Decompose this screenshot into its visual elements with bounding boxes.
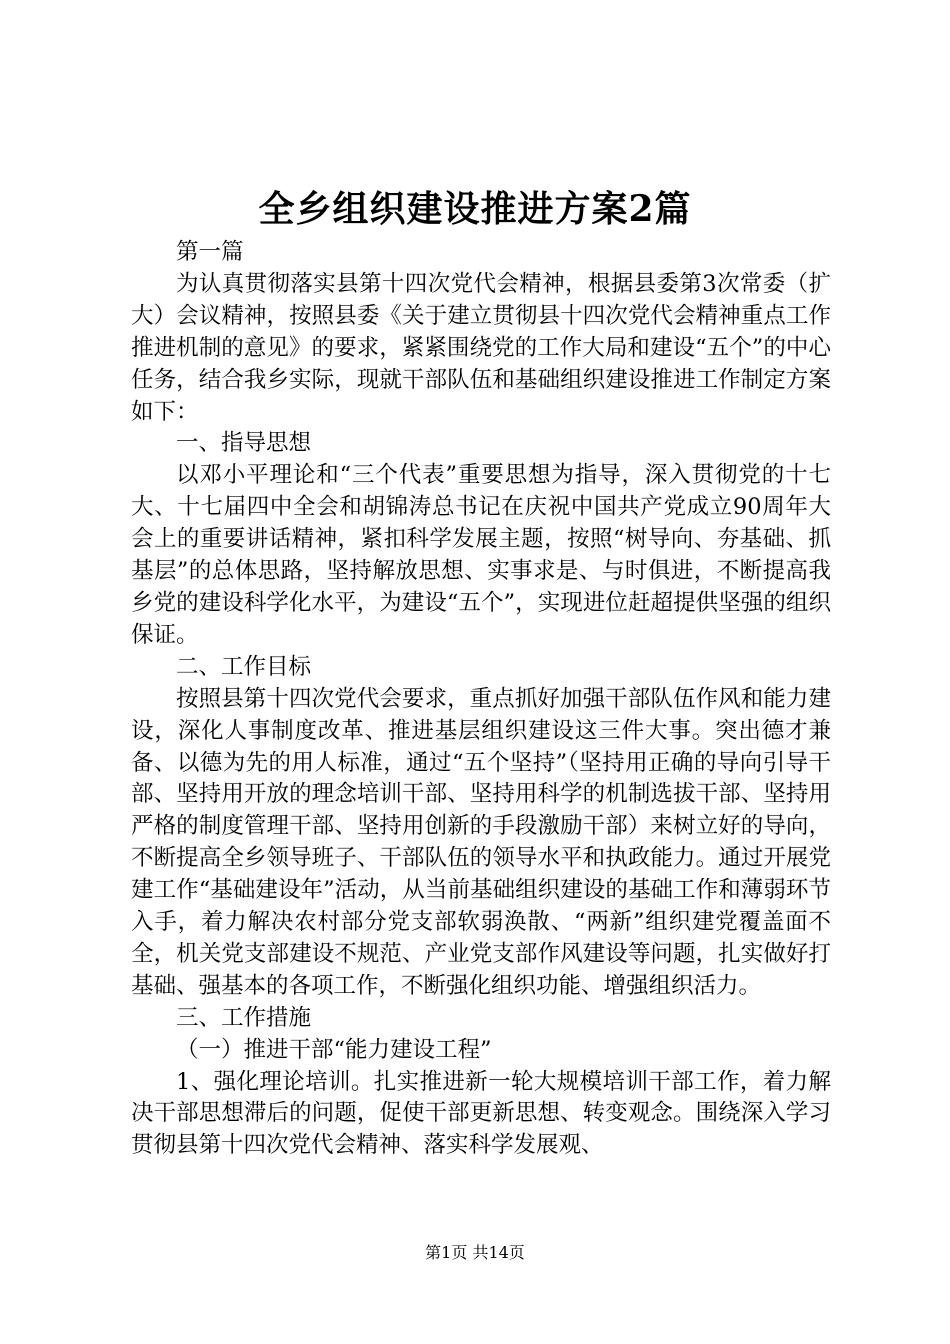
page-footer: 第1页 共14页 — [425, 1243, 525, 1262]
section-heading: 二、工作目标 — [176, 653, 312, 680]
paragraph: 1、强化理论培训。扎实推进新一轮大规模培训干部工作，着力解决干部思想滞后的问题，促使干部更新思想、转变观念。围绕深入学习贯彻县第十四次党代会精神、落实科学发展观、 — [131, 1068, 831, 1159]
document-body — [131, 237, 831, 1162]
subsection-heading: （一）推进干部“能力建设工程” — [176, 1036, 492, 1063]
section-heading: 一、指导思想 — [176, 430, 312, 457]
section-heading: 三、工作措施 — [176, 1004, 312, 1031]
paragraph: 按照县第十四次党代会要求，重点抓好加强干部队伍作风和能力建设，深化人事制度改革、推进基层组织建设这三件大事。突出德才兼备、以德为先的用人标准，通过“五个坚持”（坚持用正确的导向引导干部、坚持用开放的理念培训干部、坚持用科学的机制选拔干部、坚持用严格的制度管理干部、坚持用创新的手段激励干部）来树立好的导向，不断提高全乡领导班子、干部队伍的领导水平和执政能力。通过开展党建工作“基础建设年”活动，从当前基础组织建设的基础工作和薄弱环节入手，着力解决农村部分党支部软弱涣散、“两新”组织建党覆盖面不全，机关党支部建设不规范、产业党支部作风建设等问题，扎实做好打基础、强基本的各项工作，不断强化组织功能、增强组织活力。 — [131, 685, 831, 999]
paragraph: 以邓小平理论和“三个代表”重要思想为指导，深入贯彻党的十七大、十七届四中全会和胡锦涛总书记在庆祝中国共产党成立90周年大会上的重要讲话精神，紧扣科学发展主题，按照“树导向、夯基础、抓基层”的总体思路，坚持解放思想、实事求是、与时俱进，不断提高我乡党的建设科学化水平，为建设“五个”，实现进位赶超提供坚强的组织保证。 — [131, 462, 831, 648]
paragraph: 为认真贯彻落实县第十四次党代会精神，根据县委第3次常委（扩大）会议精神，按照县委《关于建立贯彻县十四次党代会精神重点工作推进机制的意见》的要求，紧紧围绕党的工作大局和建设“五个”的中心任务，结合我乡实际，现就干部队伍和基础组织建设推进工作制定方案如下： — [131, 270, 831, 425]
section-label: 第一篇 — [176, 239, 244, 265]
document-title: 全乡组织建设推进方案2篇 — [258, 188, 692, 230]
